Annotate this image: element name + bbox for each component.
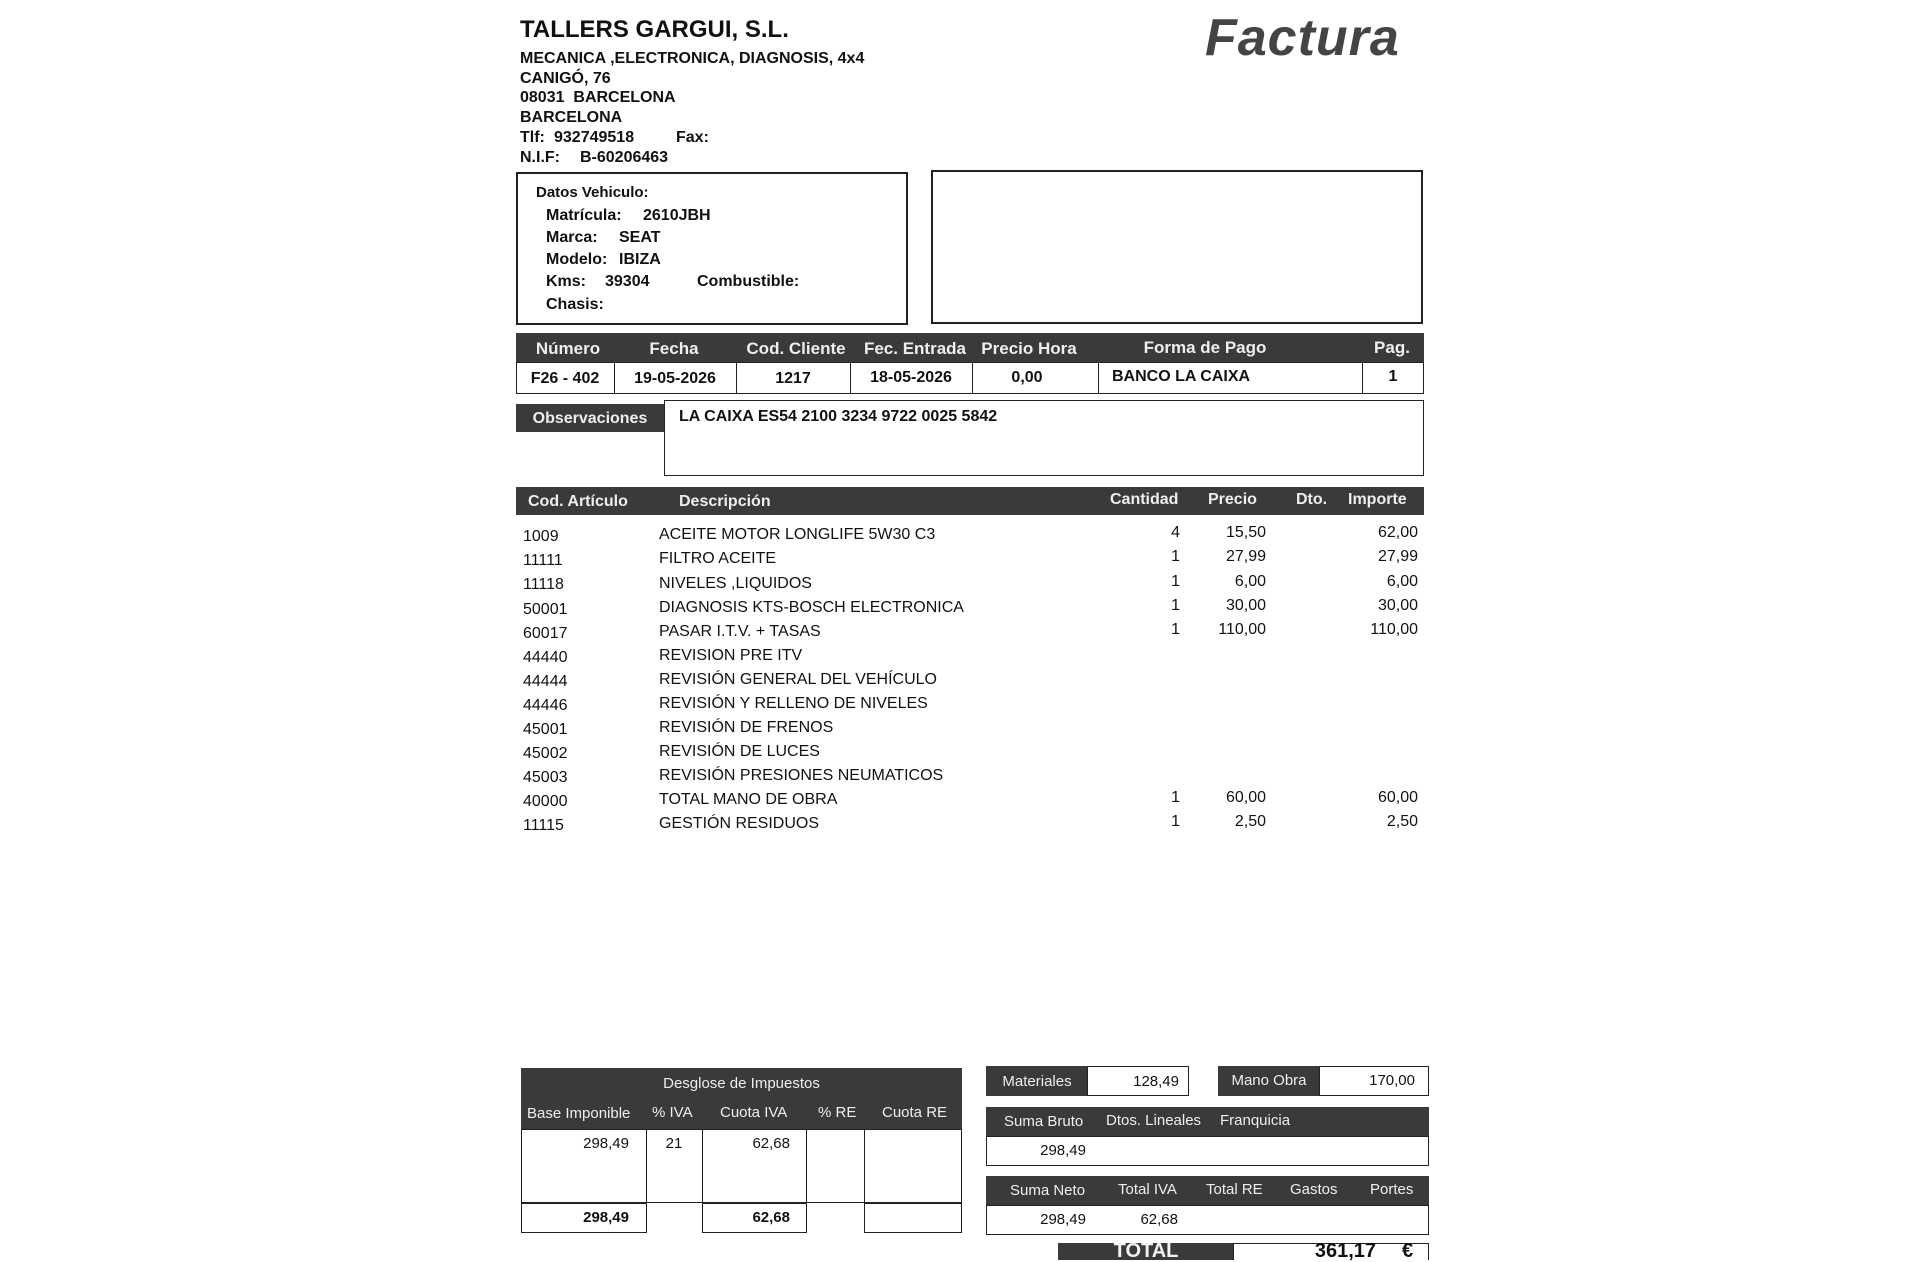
vehicle-modelo: IBIZA bbox=[619, 251, 661, 268]
invoice-title: Factura bbox=[1205, 9, 1400, 67]
bruto-header-dtos: Dtos. Lineales bbox=[1106, 1112, 1202, 1129]
vehicle-marca: SEAT bbox=[619, 229, 661, 246]
item-cod: 11115 bbox=[523, 817, 564, 834]
item-cod: 1009 bbox=[523, 528, 559, 545]
item-cant: 4 bbox=[1171, 524, 1180, 541]
item-importe: 30,00 bbox=[1377, 597, 1418, 614]
total-value: 361,17 bbox=[1314, 1240, 1376, 1262]
item-precio: 110,00 bbox=[1218, 621, 1266, 638]
item-desc: FILTRO ACEITE bbox=[659, 550, 777, 567]
neto-header-iva: Total IVA bbox=[1118, 1181, 1177, 1198]
taxes-cuota-iva: 62,68 bbox=[752, 1135, 790, 1152]
taxes-header-iva: % IVA bbox=[652, 1104, 693, 1121]
neto-header-re: Total RE bbox=[1206, 1181, 1263, 1198]
bruto-header-suma: Suma Bruto bbox=[1004, 1113, 1084, 1130]
item-precio: 30,00 bbox=[1225, 597, 1266, 614]
item-precio: 6,00 bbox=[1234, 573, 1266, 590]
company-activity: MECANICA ,ELECTRONICA, DIAGNOSIS, 4x4 bbox=[520, 50, 865, 67]
item-precio: 27,99 bbox=[1225, 548, 1266, 565]
item-cod: 50001 bbox=[523, 601, 568, 618]
item-cod: 44444 bbox=[523, 673, 568, 690]
company-nif: B-60206463 bbox=[580, 149, 669, 166]
item-cod: 11111 bbox=[523, 552, 563, 569]
item-desc: ACEITE MOTOR LONGLIFE 5W30 C3 bbox=[659, 526, 936, 543]
suma-bruto-value: 298,49 bbox=[1040, 1142, 1086, 1159]
total-currency: € bbox=[1402, 1240, 1414, 1262]
item-importe: 62,00 bbox=[1377, 524, 1418, 541]
mano-obra-value: 170,00 bbox=[1369, 1072, 1415, 1089]
company-address: CANIGÓ, 76 bbox=[520, 70, 611, 87]
company-name: TALLERS GARGUI, S.L. bbox=[520, 16, 789, 43]
item-cod: 45003 bbox=[523, 769, 568, 786]
taxes-total-base: 298,49 bbox=[583, 1209, 629, 1226]
items-header-dto: Dto. bbox=[1296, 491, 1328, 508]
invoice-header-fec-entrada: Fec. Entrada bbox=[863, 339, 967, 358]
item-cod: 11118 bbox=[523, 576, 564, 593]
taxes-title: Desglose de Impuestos bbox=[663, 1075, 820, 1092]
item-precio: 60,00 bbox=[1225, 789, 1266, 806]
item-cant: 1 bbox=[1171, 597, 1180, 614]
total-iva-value: 62,68 bbox=[1140, 1211, 1178, 1228]
item-importe: 27,99 bbox=[1377, 548, 1418, 565]
vehicle-heading: Datos Vehiculo: bbox=[536, 184, 649, 201]
item-desc: NIVELES ,LIQUIDOS bbox=[659, 575, 812, 592]
invoice-pag: 1 bbox=[1388, 368, 1398, 385]
invoice-fec-entrada: 18-05-2026 bbox=[870, 369, 952, 386]
item-importe: 60,00 bbox=[1377, 789, 1418, 806]
item-desc: GESTIÓN RESIDUOS bbox=[659, 815, 820, 832]
materiales-value: 128,49 bbox=[1133, 1073, 1179, 1090]
vehicle-modelo-label: Modelo: bbox=[546, 251, 608, 268]
taxes-header-cuota-re: Cuota RE bbox=[882, 1104, 948, 1121]
items-header-importe: Importe bbox=[1348, 491, 1407, 508]
item-cant: 1 bbox=[1171, 548, 1180, 565]
total-label: TOTAL bbox=[1113, 1240, 1179, 1262]
taxes-total-cuota: 62,68 bbox=[752, 1209, 790, 1226]
invoice-numero: F26 - 402 bbox=[530, 370, 600, 387]
bruto-header-franquicia: Franquicia bbox=[1220, 1112, 1291, 1129]
company-tel: 932749518 bbox=[554, 129, 635, 146]
item-desc: REVISIÓN DE FRENOS bbox=[659, 719, 834, 736]
invoice-precio-hora: 0,00 bbox=[1011, 369, 1043, 386]
items-header-precio: Precio bbox=[1208, 491, 1257, 508]
item-importe: 2,50 bbox=[1386, 813, 1418, 830]
observaciones-text: LA CAIXA ES54 2100 3234 9722 0025 5842 bbox=[679, 408, 998, 425]
vehicle-matricula: 2610JBH bbox=[643, 207, 711, 224]
neto-header-suma: Suma Neto bbox=[1010, 1182, 1086, 1199]
company-postal-city: 08031 BARCELONA bbox=[520, 89, 676, 106]
invoice-header-pag: Pag. bbox=[1374, 338, 1410, 357]
invoice-forma-pago: BANCO LA CAIXA bbox=[1112, 368, 1251, 385]
invoice-header-precio-hora: Precio Hora bbox=[981, 339, 1077, 358]
neto-header-portes: Portes bbox=[1370, 1181, 1414, 1198]
item-desc: REVISIÓN GENERAL DEL VEHÍCULO bbox=[659, 671, 937, 688]
vehicle-chasis-label: Chasis: bbox=[546, 296, 604, 313]
item-cod: 44446 bbox=[523, 697, 568, 714]
item-cant: 1 bbox=[1171, 621, 1180, 638]
item-desc: TOTAL MANO DE OBRA bbox=[659, 791, 838, 808]
invoice-header-cod-cliente: Cod. Cliente bbox=[746, 339, 846, 358]
item-cant: 1 bbox=[1171, 813, 1180, 830]
items-header-desc: Descripción bbox=[679, 493, 771, 510]
taxes-header-re: % RE bbox=[818, 1104, 857, 1121]
company-tel-label: Tlf: bbox=[520, 129, 545, 146]
vehicle-matricula-label: Matrícula: bbox=[546, 207, 622, 224]
items-header-cant: Cantidad bbox=[1110, 491, 1179, 508]
item-cant: 1 bbox=[1171, 573, 1180, 590]
item-cant: 1 bbox=[1171, 789, 1180, 806]
taxes-header-base: Base Imponible bbox=[527, 1105, 631, 1122]
item-precio: 2,50 bbox=[1234, 813, 1266, 830]
item-cod: 45002 bbox=[523, 745, 568, 762]
item-cod: 60017 bbox=[523, 625, 568, 642]
item-cod: 44440 bbox=[523, 649, 568, 666]
item-precio: 15,50 bbox=[1225, 524, 1266, 541]
vehicle-combustible-label: Combustible: bbox=[697, 273, 800, 290]
item-cod: 45001 bbox=[523, 721, 568, 738]
invoice-header-forma-pago: Forma de Pago bbox=[1143, 338, 1267, 357]
materiales-label: Materiales bbox=[1002, 1073, 1072, 1090]
client-box bbox=[931, 170, 1423, 324]
items-header bbox=[516, 487, 1424, 515]
taxes-iva-rate: 21 bbox=[665, 1135, 683, 1152]
company-fax-label: Fax: bbox=[676, 129, 709, 146]
invoice-header-numero: Número bbox=[535, 339, 601, 358]
vehicle-kms: 39304 bbox=[605, 273, 650, 290]
taxes-base: 298,49 bbox=[583, 1135, 629, 1152]
invoice-header-fecha: Fecha bbox=[649, 339, 699, 358]
item-desc: REVISIÓN Y RELLENO DE NIVELES bbox=[659, 695, 928, 712]
item-desc: REVISIÓN PRESIONES NEUMATICOS bbox=[659, 767, 944, 784]
vehicle-kms-label: Kms: bbox=[546, 273, 587, 290]
taxes-total-re-box bbox=[864, 1203, 962, 1233]
taxes-header-cuota-iva: Cuota IVA bbox=[720, 1104, 788, 1121]
item-importe: 6,00 bbox=[1386, 573, 1418, 590]
invoice-fecha: 19-05-2026 bbox=[634, 370, 716, 387]
neto-header-gastos: Gastos bbox=[1290, 1181, 1338, 1198]
item-cod: 40000 bbox=[523, 793, 568, 810]
vehicle-marca-label: Marca: bbox=[546, 229, 598, 246]
mano-obra-label: Mano Obra bbox=[1231, 1072, 1307, 1089]
item-desc: REVISION PRE ITV bbox=[659, 647, 803, 664]
suma-neto-value: 298,49 bbox=[1040, 1211, 1086, 1228]
invoice-cod-cliente: 1217 bbox=[775, 370, 811, 387]
company-nif-label: N.I.F: bbox=[520, 149, 560, 166]
item-importe: 110,00 bbox=[1370, 621, 1418, 638]
items-header-cod: Cod. Artículo bbox=[528, 493, 628, 510]
item-desc: PASAR I.T.V. + TASAS bbox=[659, 623, 821, 640]
item-desc: DIAGNOSIS KTS-BOSCH ELECTRONICA bbox=[659, 599, 964, 616]
company-province: BARCELONA bbox=[520, 109, 623, 126]
item-desc: REVISIÓN DE LUCES bbox=[659, 743, 820, 760]
observaciones-label: Observaciones bbox=[532, 410, 648, 427]
